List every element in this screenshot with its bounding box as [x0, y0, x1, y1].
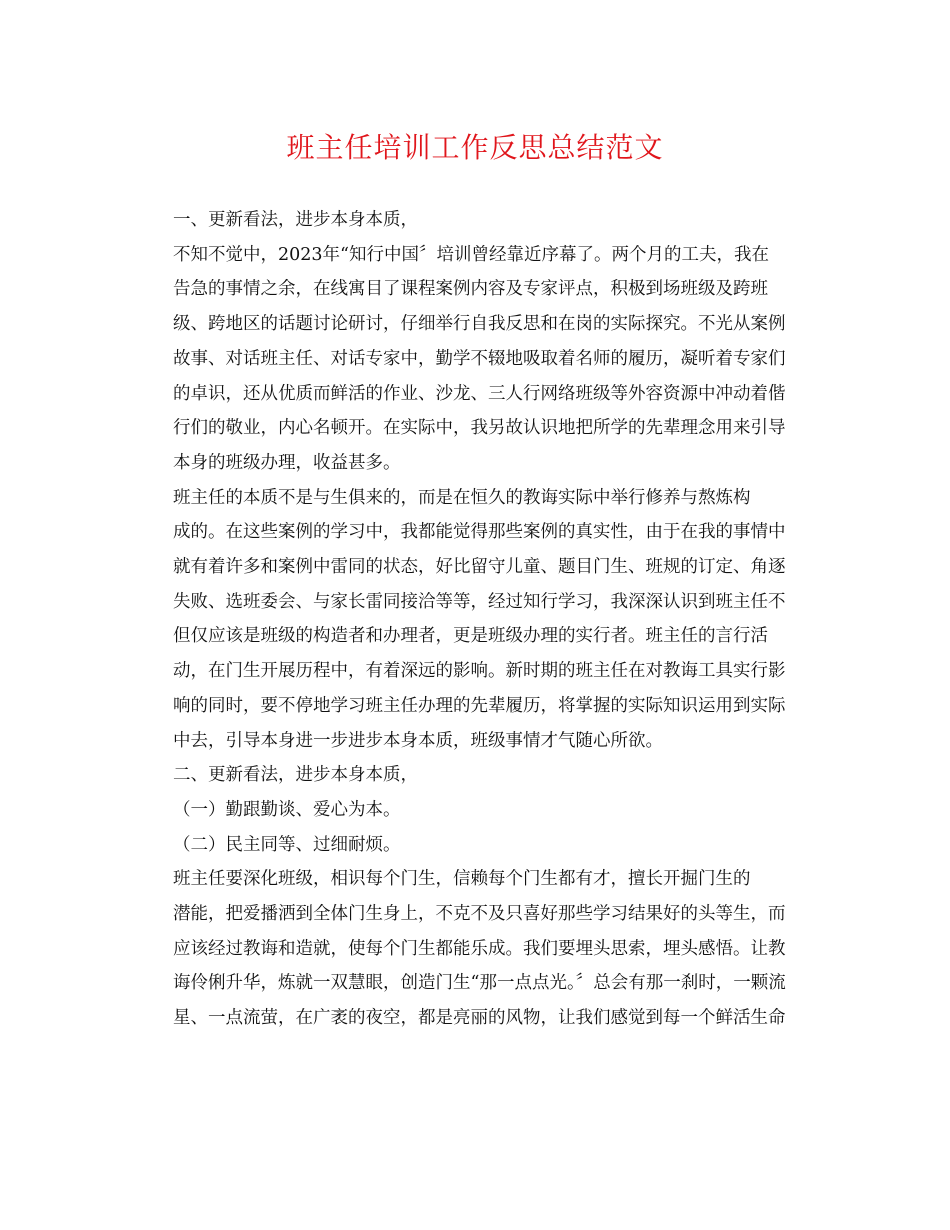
text-line: 故事、对话班主任、对话专家中，勤学不辍地吸取着名师的履历，凝听着专家们 — [173, 348, 786, 369]
section-heading-1 — [138, 203, 810, 238]
text-line: （一）勤跟勤谈、爱心为本。 — [173, 799, 401, 820]
text-line: 诲伶俐升华，炼就一双慧眼，创造门生“那一点点光。〞总会有那一刹时，一颗流 — [173, 973, 786, 994]
text-line: 成的。在这些案例的学习中，我都能觉得那些案例的真实性，由于在我的事情中 — [173, 522, 786, 543]
text-line: 应该经过教诲和造就，使每个门生都能乐成。我们要埋头思索，埋头感悟。让教 — [173, 938, 786, 959]
subsection-heading-1 — [138, 793, 810, 828]
text-line: 响的同时，要不停地学习班主任办理的先辈履历，将掌握的实际知识运用到实际 — [173, 695, 786, 716]
text-line: 一、更新看法，进步本身本质， — [173, 210, 418, 230]
body-paragraph-1 — [138, 238, 810, 481]
text-line: 行们的敬业，内心名顿开。在实际中，我另故认识地把所学的先辈理念用来引导 — [173, 418, 786, 439]
text-line: 班主任的本质不是与生俱来的，而是在恒久的教诲实际中举行修养与熬炼构 — [173, 487, 751, 508]
text-line: 中去，引导本身进一步进步本身本质，班级事情才气随心所欲。 — [173, 730, 663, 751]
document-body — [138, 203, 810, 1036]
text-line: 星、一点流萤，在广袤的夜空，都是亮丽的风物，让我们感觉到每一个鲜活生命 — [173, 1008, 786, 1029]
text-line: 潜能，把爱播洒到全体门生身上，不克不及只喜好那些学习结果好的头等生，而 — [173, 904, 786, 925]
body-paragraph-3 — [138, 862, 810, 1036]
text-line: 就有着许多和案例中雷同的状态，好比留守儿童、题目门生、班规的订定、角逐 — [173, 557, 786, 578]
text-line: 的卓识，还从优质而鲜活的作业、沙龙、三人行网络班级等外容资源中冲动着偕 — [173, 383, 786, 404]
text-line: 不知不觉中，2023年“知行中国〞培训曾经靠近序幕了。两个月的工夫，我在 — [173, 244, 769, 265]
text-line: （二）民主同等、过细耐烦。 — [173, 834, 401, 855]
subsection-heading-2 — [138, 828, 810, 863]
document-title: 班主任培训工作反思总结范文 — [286, 131, 664, 164]
body-paragraph-2 — [138, 481, 810, 759]
text-line: 失败、选班委会、与家长雷同接洽等等，经过知行学习，我深深认识到班主任不 — [173, 591, 786, 612]
text-line: 告急的事情之余，在线寓目了课程案例内容及专家评点，积极到场班级及跨班 — [173, 279, 768, 300]
text-line: 二、更新看法，进步本身本质， — [173, 765, 418, 786]
text-line: 但仅应该是班级的构造者和办理者，更是班级办理的实行者。班主任的言行活 — [173, 626, 768, 647]
text-line: 动，在门生开展历程中，有着深远的影响。新时期的班主任在对教诲工具实行影 — [173, 661, 786, 682]
section-heading-2 — [138, 758, 810, 793]
text-line: 本身的班级办理，收益甚多。 — [173, 452, 401, 473]
text-line: 级、跨地区的话题讨论研讨，仔细举行自我反思和在岗的实际探究。不光从案例 — [173, 314, 786, 335]
text-line: 班主任要深化班级，相识每个门生，信赖每个门生都有才，擅长开掘门生的 — [173, 869, 751, 890]
